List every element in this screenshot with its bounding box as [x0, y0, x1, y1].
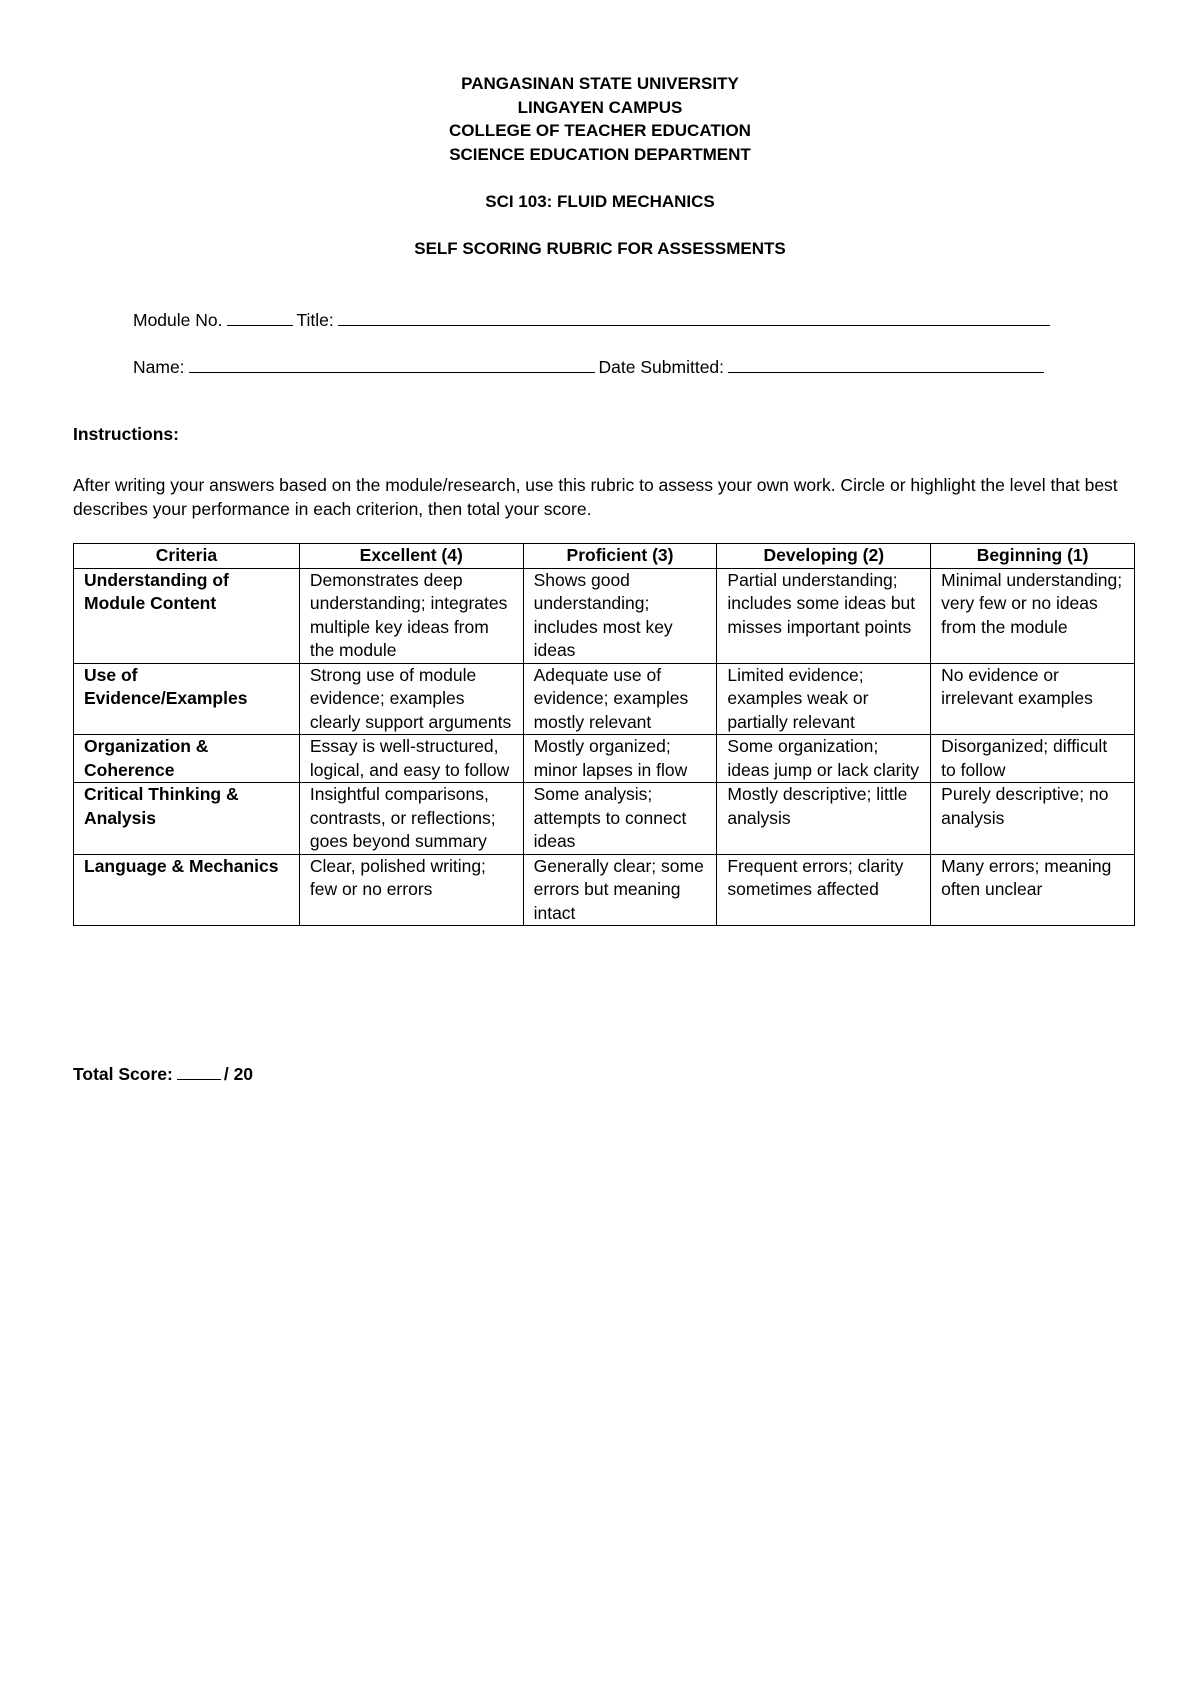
proficient-cell: Some analysis; attempts to connect ideas	[523, 783, 717, 855]
total-score	[73, 1063, 253, 1085]
beginning-cell: Purely descriptive; no analysis	[931, 783, 1135, 855]
university-name: PANGASINAN STATE UNIVERSITY	[461, 74, 739, 93]
excellent-cell: Strong use of module evidence; examples clearly support arguments	[299, 663, 523, 735]
instructions-body: After writing your answers based on the module/research, use this rubric to assess your own work. Circle or highlight the level that best describes your performance in each criterion, then total your score.	[73, 475, 1118, 519]
header-criteria: Criteria	[74, 544, 300, 569]
total-score-label: Total Score:	[73, 1064, 173, 1084]
header-excellent: Excellent (4)	[299, 544, 523, 569]
excellent-cell: Essay is well-structured, logical, and easy to follow	[299, 735, 523, 783]
excellent-cell: Clear, polished writing; few or no errors	[299, 854, 523, 926]
beginning-cell: No evidence or irrelevant examples	[931, 663, 1135, 735]
criterion-cell: Understanding of Module Content	[74, 568, 300, 663]
date-submitted-blank[interactable]	[728, 355, 1044, 373]
developing-cell: Mostly descriptive; little analysis	[717, 783, 931, 855]
developing-cell: Some organization; ideas jump or lack clarity	[717, 735, 931, 783]
title-blank[interactable]	[338, 308, 1050, 326]
beginning-cell: Minimal understanding; very few or no ideas from the module	[931, 568, 1135, 663]
name-label: Name:	[133, 357, 185, 377]
rubric-header-row	[74, 544, 1135, 569]
module-no-label: Module No.	[133, 310, 223, 330]
proficient-cell: Adequate use of evidence; examples mostly relevant	[523, 663, 717, 735]
header-proficient: Proficient (3)	[523, 544, 717, 569]
college-name: COLLEGE OF TEACHER EDUCATION	[449, 121, 751, 140]
total-score-blank[interactable]	[177, 1063, 221, 1080]
module-title-row	[133, 308, 1054, 331]
excellent-cell: Insightful comparisons, contrasts, or reflections; goes beyond summary	[299, 783, 523, 855]
date-submitted-label: Date Submitted:	[598, 357, 725, 377]
proficient-cell: Shows good understanding; includes most key ideas	[523, 568, 717, 663]
criterion-cell: Critical Thinking & Analysis	[74, 783, 300, 855]
rubric-row	[74, 783, 1135, 855]
criterion-cell: Language & Mechanics	[74, 854, 300, 926]
developing-cell: Partial understanding; includes some ideas but misses important points	[717, 568, 931, 663]
campus-name: LINGAYEN CAMPUS	[517, 97, 683, 117]
proficient-cell: Generally clear; some errors but meaning intact	[523, 854, 717, 926]
criterion-cell: Use of Evidence/Examples	[74, 663, 300, 735]
instructions-heading: Instructions:	[73, 424, 179, 444]
proficient-cell: Mostly organized; minor lapses in flow	[523, 735, 717, 783]
header-beginning: Beginning (1)	[931, 544, 1135, 569]
course-title: SCI 103: FLUID MECHANICS	[485, 191, 715, 211]
rubric-row	[74, 568, 1135, 663]
beginning-cell: Disorganized; difficult to follow	[931, 735, 1135, 783]
criterion-cell: Organization & Coherence	[74, 735, 300, 783]
name-blank[interactable]	[189, 355, 595, 373]
rubric-row	[74, 854, 1135, 926]
document-header	[0, 72, 1200, 260]
rubric-row	[74, 663, 1135, 735]
department-name: SCIENCE EDUCATION DEPARTMENT	[449, 144, 751, 164]
developing-cell: Frequent errors; clarity sometimes affected	[717, 854, 931, 926]
rubric-table	[73, 543, 1135, 926]
rubric-row	[74, 735, 1135, 783]
title-label: Title:	[296, 310, 334, 330]
name-date-row	[133, 355, 1048, 378]
module-no-blank[interactable]	[227, 308, 293, 326]
developing-cell: Limited evidence; examples weak or partially relevant	[717, 663, 931, 735]
header-developing: Developing (2)	[717, 544, 931, 569]
beginning-cell: Many errors; meaning often unclear	[931, 854, 1135, 926]
form-title: SELF SCORING RUBRIC FOR ASSESSMENTS	[414, 238, 786, 258]
excellent-cell: Demonstrates deep understanding; integrates multiple key ideas from the module	[299, 568, 523, 663]
total-score-max: / 20	[223, 1064, 254, 1084]
